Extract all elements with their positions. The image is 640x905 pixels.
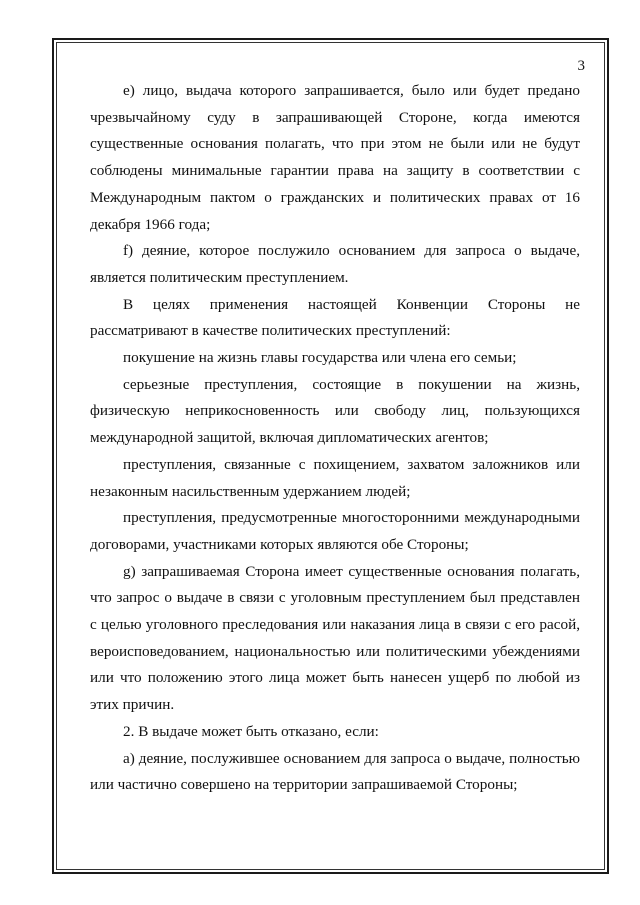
paragraph-section-2-clause-a: а) деяние, послужившее основанием для запроса о выдаче, полностью или частично совершено на территории запрашиваемой Стороны; — [90, 749, 580, 794]
paragraph-exclusion-hostages: преступления, связанные с похищением, захватом заложников или незаконным насильственным удержанием людей; — [90, 455, 580, 500]
paragraph-clause-g: g) запрашиваемая Сторона имеет существенные основания полагать, что запрос о выдаче в связи с уголовным преступлением был представлен с целью уголовного преследования или наказания лица в связи с его расой, вероисповедованием, национальностью или политическими убеждениями или что положению этого лица может быть нанесен ущерб по любой из этих причин. — [90, 562, 580, 714]
paragraph-clause-f: f) деяние, которое послужило основанием для запроса о выдаче, является политическим преступлением. — [90, 242, 580, 286]
page-number: 3 — [577, 58, 585, 74]
paragraph-exclusion-head-of-state: покушение на жизнь главы государства или члена его семьи; — [123, 349, 517, 367]
paragraph-exclusion-protected-persons: серьезные преступления, состоящие в покушении на жизнь, физическую неприкосновенность или свободу лиц, пользующихся международной защитой, включая дипломатических агентов; — [90, 375, 580, 447]
paragraph-section-2-intro: 2. В выдаче может быть отказано, если: — [123, 722, 379, 740]
paragraph-political-exclusions-intro: В целях применения настоящей Конвенции Стороны не рассматривают в качестве политических преступлений: — [90, 295, 580, 340]
paragraph-exclusion-treaties: преступления, предусмотренные многосторонними международными договорами, участниками которых являются обе Стороны; — [90, 509, 580, 553]
paragraph-clause-e: е) лицо, выдача которого запрашивается, было или будет предано чрезвычайному суду в запрашивающей Стороне, когда имеются существенные основания полагать, что при этом не были или не будут соблюдены минимальные гарантии права на защиту в соответствии с Международным пактом о гражданских и политических правах от 16 декабря 1966 года; — [90, 82, 580, 233]
document-body — [90, 78, 580, 799]
